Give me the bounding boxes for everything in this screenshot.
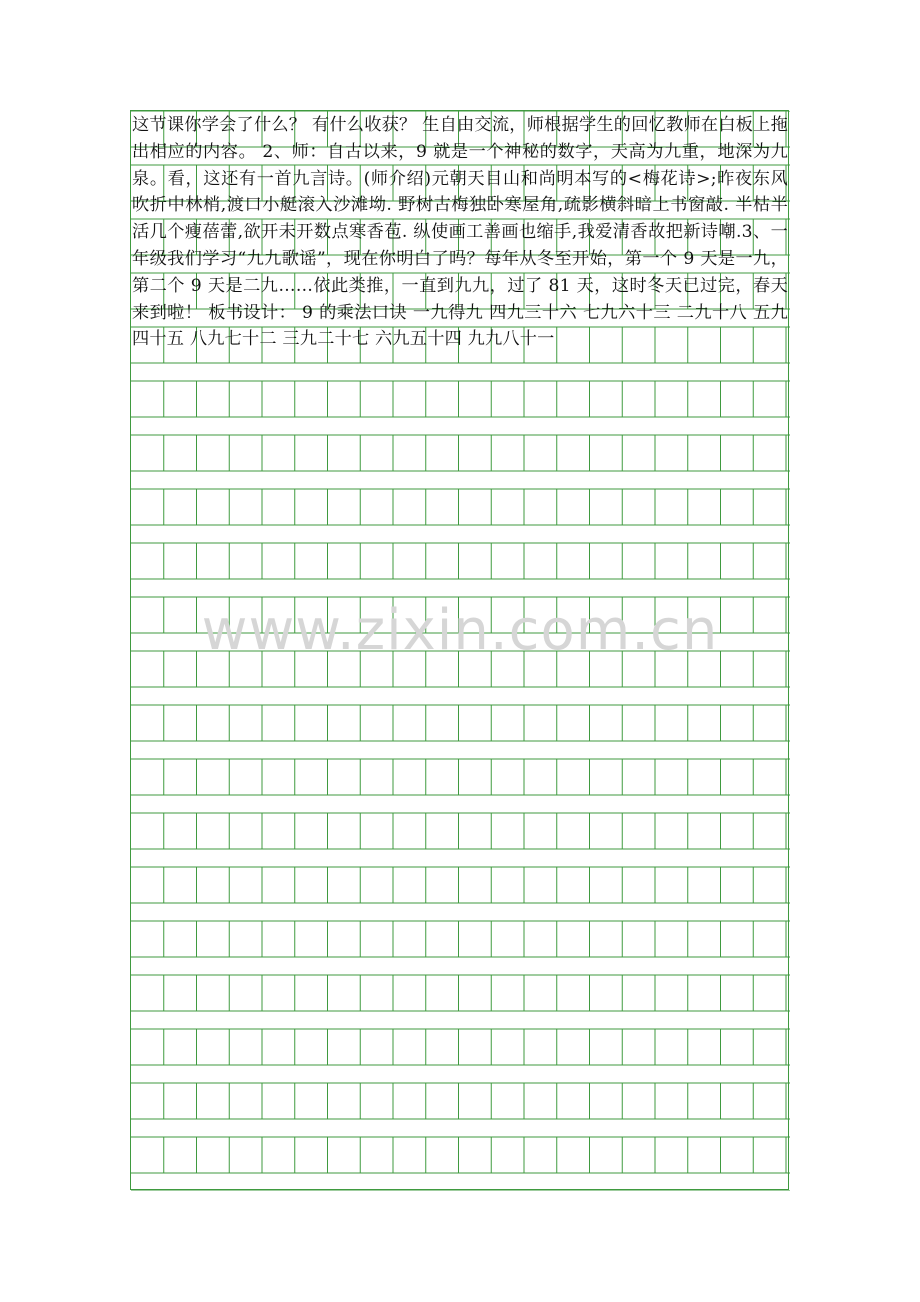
watermark: www.zixin.com.cn	[201, 598, 719, 663]
document-body-text: 这节课你学会了什么？ 有什么收获？ 生自由交流，师根据学生的回忆教师在白板上拖出相应的内容。 2、师：自古以来，9 就是一个神秘的数字，天高为九重，地深为九泉。看，这还有一首九言诗。(师介绍)元朝天目山和尚明本写的<梅花诗>;昨夜东风吹折中林梢,渡口小艇滚入沙滩坳. 野树古梅独卧寒屋角,疏影横斜暗上书窗敲. 半枯半活几个瘦蓓蕾,欲开未开数点寒香苞. 纵使画工善画也缩手,我爱清香故把新诗嘲.3、一年级我们学习“九九歌谣”，现在你明白了吗？每年从冬至开始，第一个 9 天是一九，第二个 9 天是二九……依此类推，一直到九九，过了 81 天，这时冬天已过完，春天来到啦！ 板书设计： 9 的乘法口诀 一九得九 四九三十六 七九六十三 二九十八 五九四十五 八九七十二 三九二十七 六九五十四 九九八十一	[132, 115, 788, 350]
